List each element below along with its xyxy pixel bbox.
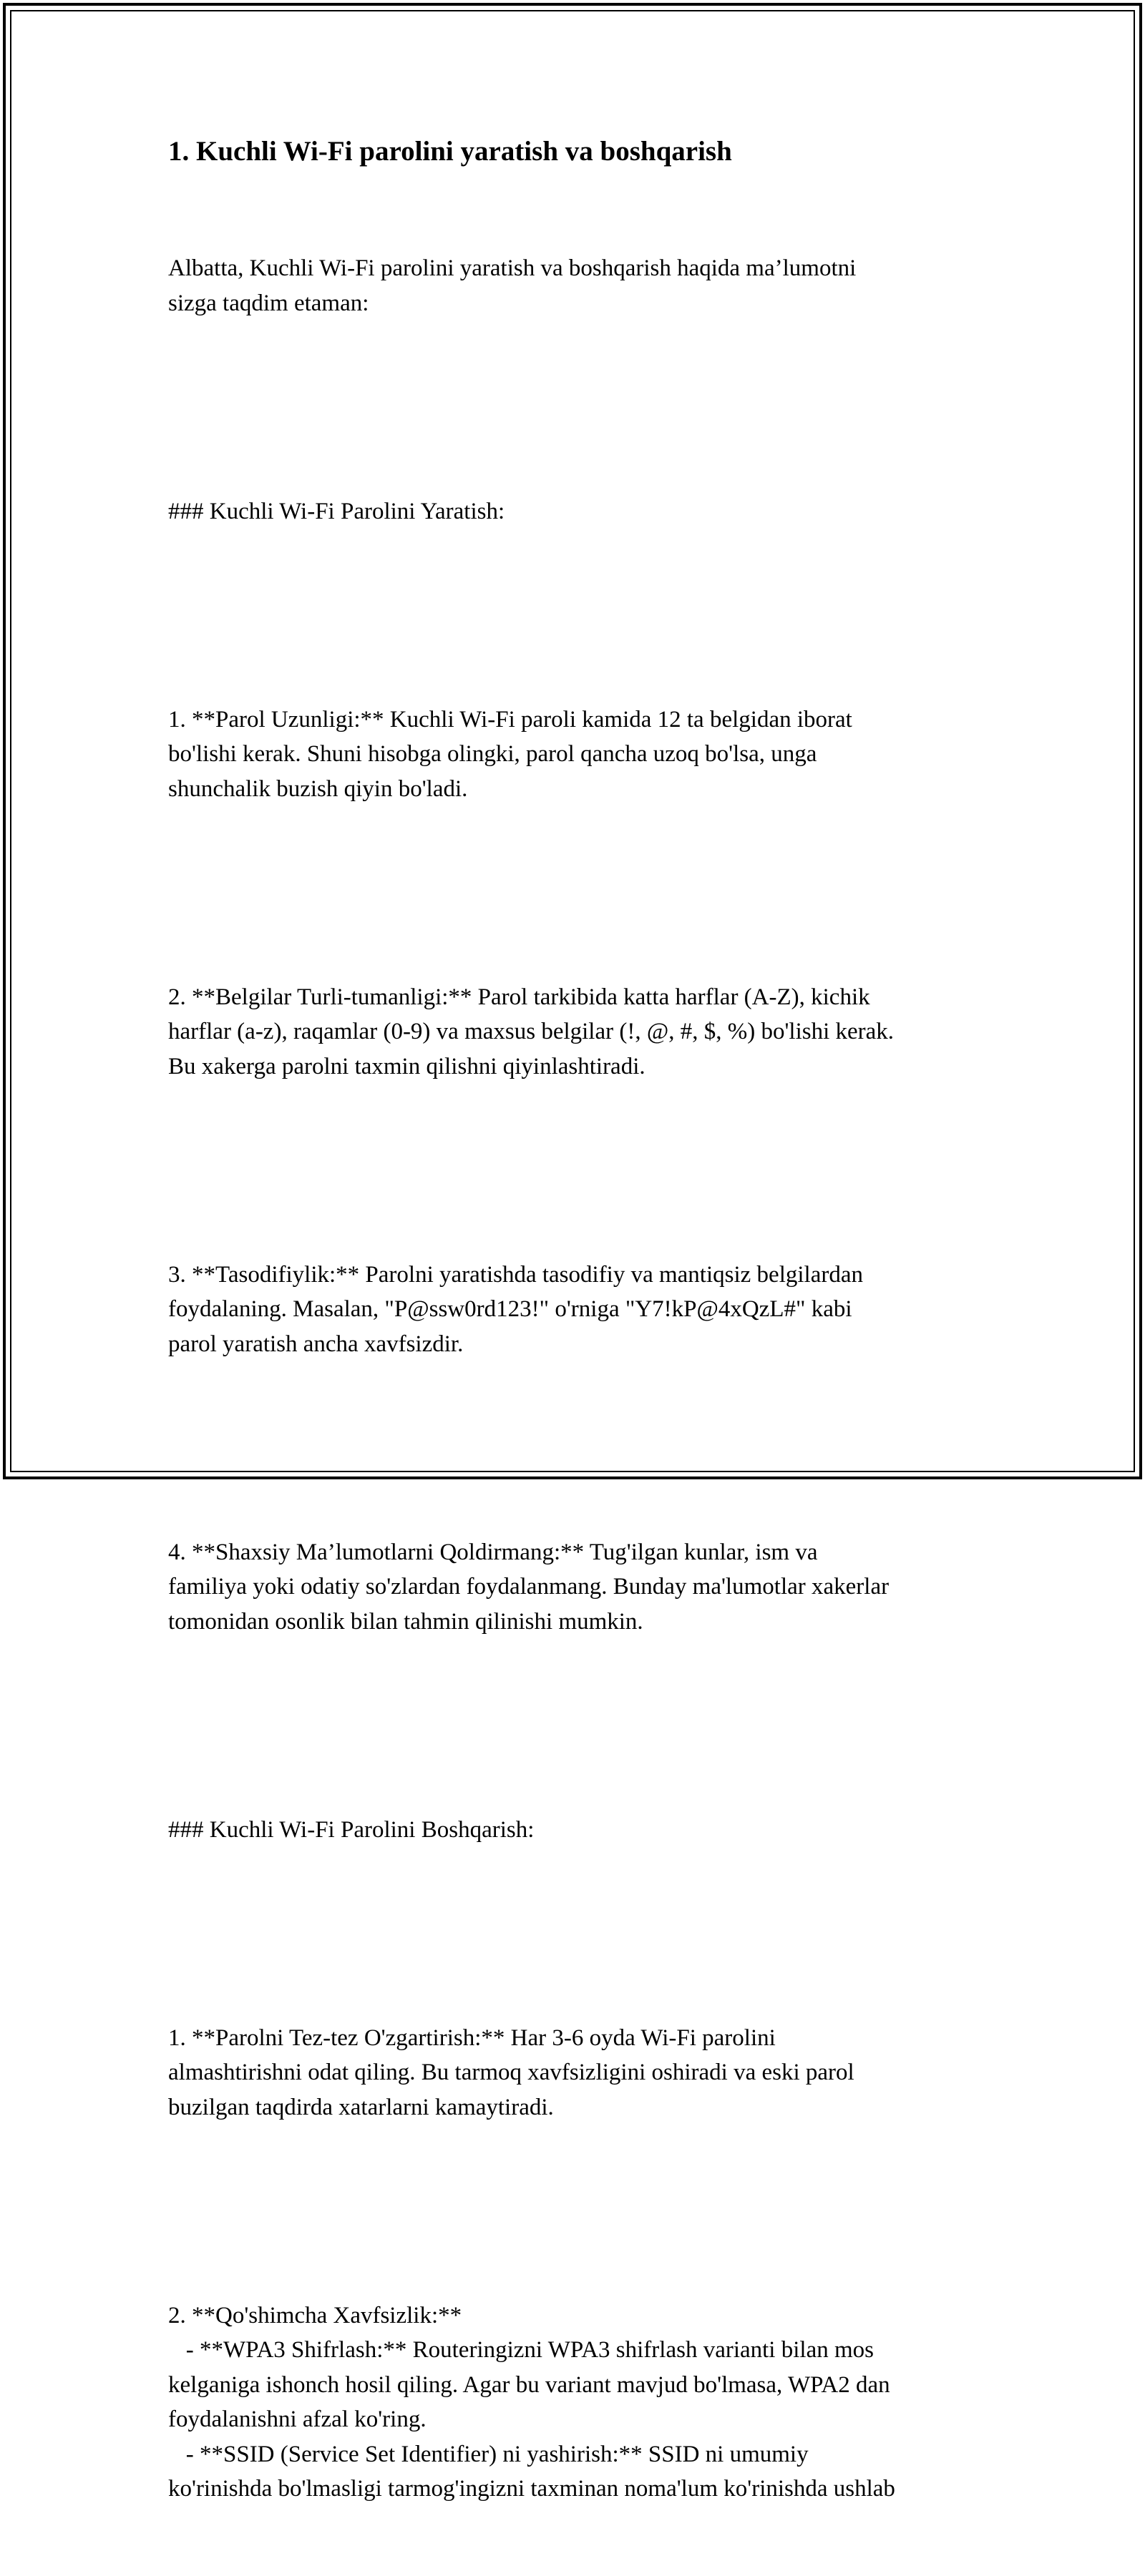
document-title: 1. Kuchli Wi-Fi parolini yaratish va boshqarish — [168, 136, 732, 167]
heading-create: ### Kuchli Wi-Fi Parolini Yaratish: — [168, 498, 505, 524]
paragraph-blank — [168, 390, 984, 425]
paragraph-blank — [168, 1153, 984, 1188]
paragraph-intro: Albatta, Kuchli Wi-Fi parolini yaratish va boshqarish haqida ma’lumotni sizga taqdim etaman: — [168, 255, 857, 316]
paragraph-blank — [168, 1916, 984, 1951]
list-item-length: 1. **Parol Uzunligi:** Kuchli Wi-Fi paroli kamida 12 ta belgidan iborat bo'lishi kerak. Shuni hisobga olingki, parol qancha uzoq bo'lsa, unga shunchalik buzish qiyin bo'ladi. — [168, 706, 852, 802]
list-item-extra-security: 2. **Qo'shimcha Xavfsizlik:** - **WPA3 Shifrlash:** Routeringizni WPA3 shifrlash varianti bilan mos kelganiga ishonch hosil qiling. Agar bu variant mavjud bo'lmasa, WPA2 dan foydalanishni afzal ko'ring. - **SSID (Service Set Identifier) ni yashirish:** SSID ni umumiy ko'rinishda bo'lmasligi tarmog'ingizni taxminan noma'lum ko'rinishda ushlab — [168, 2302, 895, 2502]
paragraph-blank — [168, 2194, 984, 2229]
list-item-randomness: 3. **Tasodifiylik:** Parolni yaratishda tasodifiy va mantiqsiz belgilardan foydalaning. Masalan, "P@ssw0rd123!" o'rniga "Y7!kP@4xQzL#" kabi parol yaratish ancha xavfsizdir. — [168, 1261, 863, 1357]
list-item-change-often: 1. **Parolni Tez-tez O'zgartirish:** Har 3-6 oyda Wi-Fi parolini almashtirishni odat qiling. Bu tarmoq xavfsizligini oshiradi va eski parol buzilgan taqdirda xatarlarni kamaytiradi. — [168, 2024, 854, 2120]
list-item-variety: 2. **Belgilar Turli-tumanligi:** Parol tarkibida katta harflar (A-Z), kichik harflar (a-z), raqamlar (0-9) va maxsus belgilar (!, @, #, $, %) bo'lishi kerak. Bu xakerga parolni taxmin qilishni qiyinlashtiradi. — [168, 984, 895, 1079]
document-body — [168, 182, 984, 2576]
heading-manage: ### Kuchli Wi-Fi Parolini Boshqarish: — [168, 1816, 535, 1843]
paragraph-blank — [168, 1708, 984, 1743]
document-content — [168, 133, 984, 2576]
paragraph-blank — [168, 598, 984, 633]
paragraph-blank — [168, 1431, 984, 1466]
list-item-personal-data: 4. **Shaxsiy Ma’lumotlarni Qoldirmang:** Tug'ilgan kunlar, ism va familiya yoki odatiy so'zlardan foydalanmang. Bunday ma'lumotlar xakerlar tomonidan osonlik bilan tahmin qilinishi mumkin. — [168, 1539, 890, 1635]
paragraph-blank — [168, 876, 984, 911]
